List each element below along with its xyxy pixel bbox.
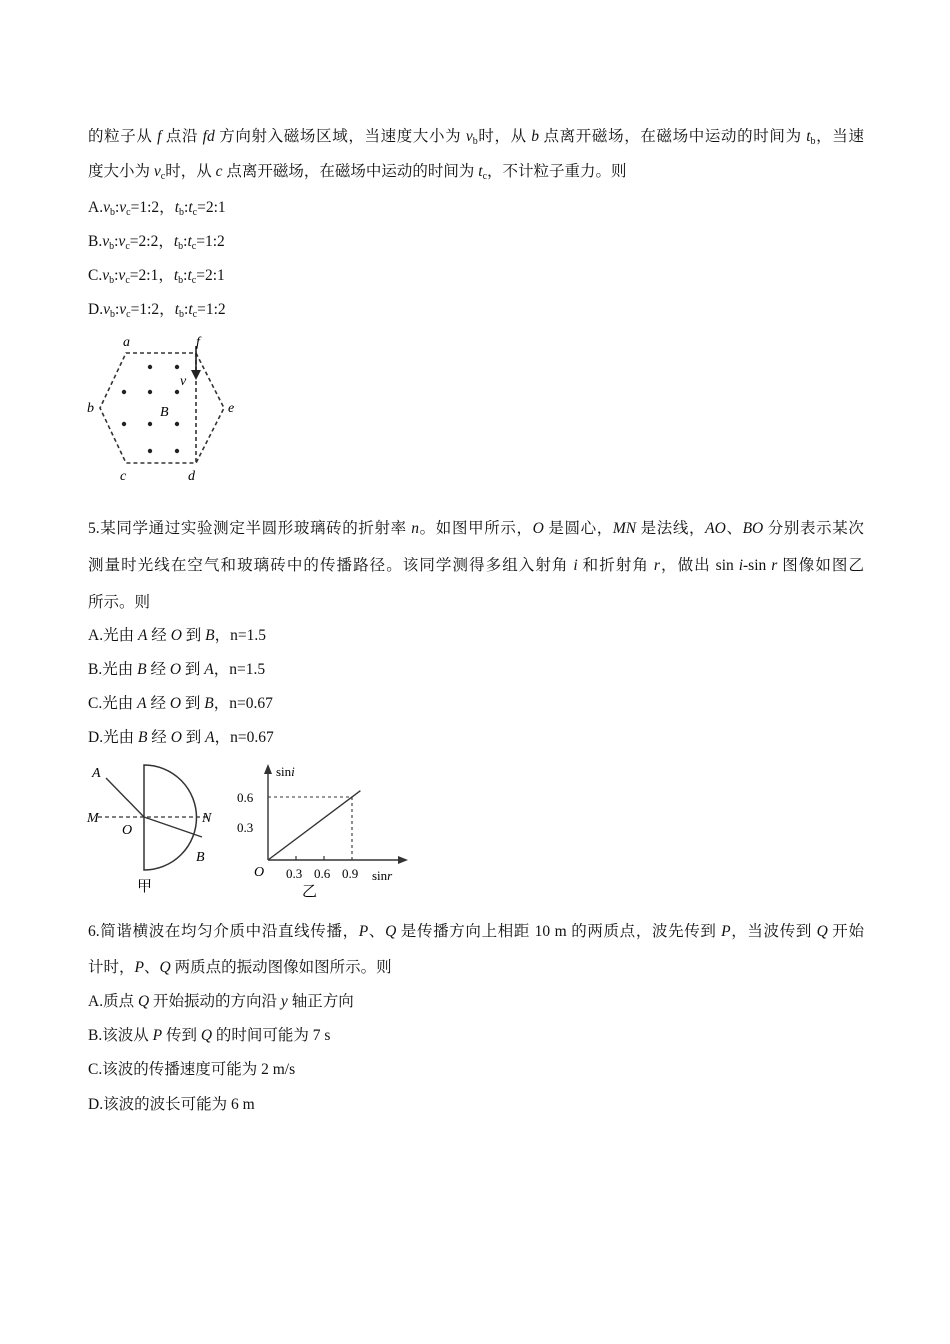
x-tick-0.9: 0.9 [342, 866, 359, 881]
q4-option-c: $C.v_b:v_c=2:1$，$t_b:t_c=2:1$ [88, 267, 225, 286]
vertex-label-a: a [123, 335, 130, 350]
vertex-label-f: f [196, 335, 200, 350]
q6-option-d: D.该波的波长可能为 6 m [88, 1096, 255, 1113]
q5-option-c: C.光由 A 经 O 到 B，n=0.67 [88, 695, 273, 712]
q5-option-a: A.光由 A 经 O 到 B，n=1.5 [88, 627, 266, 644]
field-label-B: B [160, 405, 169, 420]
point-label-M: M [87, 811, 99, 826]
velocity-label: v [180, 374, 187, 389]
q4-option-b: $B.v_b:v_c=2:2$，$t_b:t_c=1:2$ [88, 233, 225, 252]
x-tick-0.6: 0.6 [314, 866, 331, 881]
velocity-arrowhead [191, 370, 201, 380]
y-axis-label: sini [276, 764, 295, 779]
y-axis-arrowhead [264, 764, 272, 774]
hexagon-field-figure [84, 330, 244, 490]
q4-stem-line-1: 的粒子从 f 点沿 fd 方向射入磁场区域，当速度大小为 $v_b$时，从 b 点离开磁场，在磁场中运动的时间为 $t_b$，当速 [88, 128, 864, 147]
q4-option-d: $D.v_b:v_c=1:2$，$t_b:t_c=1:2$ [88, 301, 226, 320]
point-label-B: B [196, 850, 205, 865]
y-tick-0.3: 0.3 [237, 820, 254, 835]
data-line [268, 791, 360, 860]
vertex-label-b: b [87, 401, 94, 416]
origin-label: O [254, 865, 265, 880]
refracted-ray-OB [144, 817, 202, 837]
q6-option-c: C.该波的传播速度可能为 2 m/s [88, 1061, 296, 1078]
point-label-A: A [92, 766, 101, 781]
q5-stem-line-2: 测量时光线在空气和玻璃砖中的传播路径。该同学测得多组入射角 i 和折射角 r，做出 sin i-sin r 图像如图乙 [88, 557, 864, 574]
point-label-O: O [122, 823, 133, 838]
q6-stem-line-1: 6.简谐横波在均匀介质中沿直线传播，P、Q 是传播方向上相距 10 m 的两质点，波先传到 P，当波传到 Q 开始 [88, 923, 864, 940]
incident-ray-AO [106, 778, 144, 817]
q4-option-a: $A.v_b:v_c=1:2$，$t_b:t_c=2:1$ [88, 199, 226, 218]
q5-option-b: B.光由 B 经 O 到 A，n=1.5 [88, 661, 266, 678]
vertex-label-d: d [188, 469, 195, 484]
q4-stem-line-2: 度大小为 $v_c$时，从 c 点离开磁场，在磁场中运动的时间为 $t_c$，不计粒子重力。则 [88, 163, 627, 182]
y-tick-0.6: 0.6 [237, 790, 254, 805]
field-dots [122, 365, 179, 453]
figure-caption-yi: 乙 [302, 884, 318, 900]
vertex-label-c: c [120, 469, 127, 484]
x-tick-0.3: 0.3 [286, 866, 303, 881]
q5-stem-line-3: 所示。则 [88, 594, 151, 611]
x-axis-arrowhead [398, 856, 408, 864]
vertex-label-e: e [228, 401, 235, 416]
q5-stem-line-1: 5.某同学通过实验测定半圆形玻璃砖的折射率 n。如图甲所示，O 是圆心，MN 是法线，AO、BO 分别表示某次 [88, 520, 864, 537]
x-axis-label: sinr [372, 868, 393, 883]
semicircle-glass-figure [84, 760, 229, 900]
q5-option-d: D.光由 B 经 O 到 A，n=0.67 [88, 729, 274, 746]
q6-stem-line-2: 计时，P、Q 两质点的振动图像如图所示。则 [88, 959, 392, 976]
point-label-N: N [202, 811, 212, 826]
q6-option-b: B.该波从 P 传到 Q 的时间可能为 7 s [88, 1027, 331, 1044]
q6-option-a: A.质点 Q 开始振动的方向沿 y 轴正方向 [88, 993, 354, 1010]
sin-graph-figure [234, 760, 414, 900]
figure-caption-jia: 甲 [137, 879, 153, 895]
